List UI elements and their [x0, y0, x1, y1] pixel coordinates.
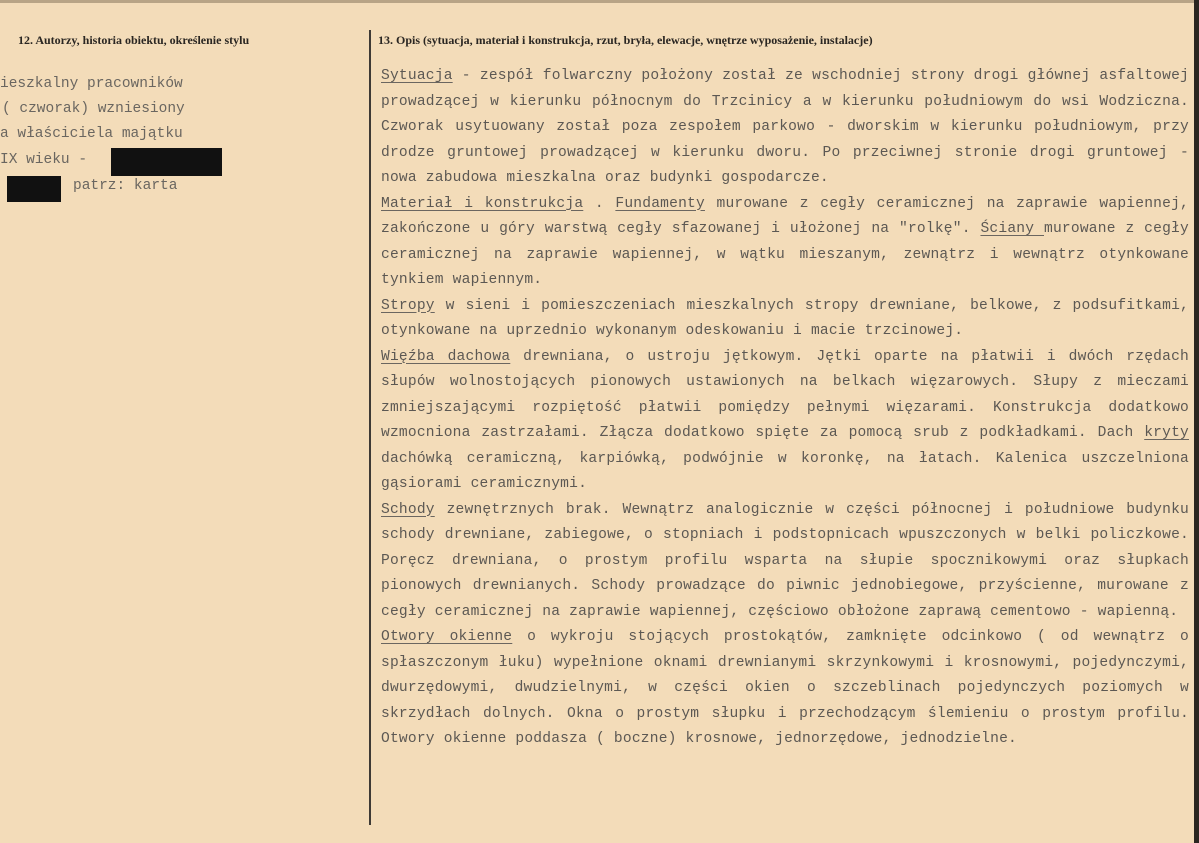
label-covered: kryty: [1144, 425, 1189, 441]
text-foundations: murowane z cegły ceramicznej na zaprawie wapiennej, zakończone u góry warstwą cegły sfazowanej i ułożonej na "rolkę".: [381, 195, 1189, 237]
text-ceilings: w sieni i pomieszczeniach mieszkalnych stropy drewniane, belkowe, z podsufitkami, otynkowane na uprzednio wykonanym odeskowaniu i macie trzcinowej.: [381, 297, 1189, 339]
column-divider: [369, 30, 371, 825]
paragraph-material: [381, 192, 1189, 294]
text-material-sep: .: [583, 195, 616, 212]
paragraph-ceilings: [381, 294, 1189, 345]
text-roof-truss: drewniana, o ustroju jętkowym. Jętki oparte na płatwii i dwóch rzędach słupów wolnostojących pionowych ustawionych na belkach więzarowych. Słupy z mieczami zmniejszającymi rozpiętość płatwii pomiędzy pełnymi więzarami. Konstrukcja dodatkowo wzmocniona zastrzałami. Złącza dodatkowo spięte za pomocą srub z podkładkami. Dach: [381, 348, 1189, 441]
label-situation: Sytuacja: [381, 68, 453, 84]
label-material: Materiał i konstrukcja: [381, 195, 584, 212]
top-edge: [0, 0, 1199, 3]
label-roof-truss: Więźba dachowa: [381, 348, 511, 365]
text-situation: - zespół folwarczny położony został ze wschodniej strony drogi głównej asfaltowej prowadzącej w kierunku północnym do Trzcinicy a w kierunku południowym do wsi Wodziczna. Czworak usytuowany został poza zespołem parkowo - dworskim w kierunku południowym, przy drodze gruntowej prowadzącej w kierunku dworu. Po przeciwnej stronie drogi gruntowej - nowa zabudowa mieszkalna oraz budynki gospodarcze.: [381, 68, 1189, 186]
text-walls: murowane z cegły ceramicznej na zaprawie wapiennej, w wątku mieszanym, zewnątrz i wewnątrz otynkowane tynkiem wapiennym.: [381, 221, 1189, 288]
left-line-4: IX wieku -: [0, 152, 88, 168]
left-line-3: a właściciela majątku: [0, 126, 183, 142]
text-windows: o wykroju stojących prostokątów, zamknięte odcinkowo ( od wewnątrz o spłaszczonym łuku) wypełnione oknami drewnianymi skrzynkowymi i krosnowymi, pojedynczymi, dwurzędowymi, dwudzielnymi, w części okien o szczeblinach pojedynczych poziomych w skrzydłach dolnych. Okna o prostym słupku i przechodzącym ślemieniu o prostym profilu. Otwory okienne poddasza ( boczne) krosnowe, jednorzędowe, jednodzielne.: [381, 629, 1189, 747]
redaction-block: [111, 148, 222, 176]
right-edge: [1194, 0, 1199, 843]
left-line-1: ieszkalny pracowników: [0, 76, 183, 92]
label-stairs: Schody: [381, 501, 435, 518]
paragraph-roof: [381, 345, 1189, 498]
section-13-heading: 13. Opis (sytuacja, materiał i konstrukcja, rzut, bryła, elewacje, wnętrze wyposażenie, instalacje): [378, 33, 873, 47]
text-stairs: zewnętrznych brak. Wewnątrz analogicznie w części północnej i południowe budynku schody drewniane, zabiegowe, o stopniach i podstopnicach wpuszczonych w belki policzkowe. Poręcz drewniana, o prostym profilu wsparta na słupie spocznikowymi oraz słupkach pionowych drewnianych. Schody prowadzące do piwnic jednobiegowe, przyścienne, murowane z cegły ceramicznej na zaprawie wapiennej, częściowo obłożone zaprawą cementowo - wapienną.: [381, 501, 1189, 620]
description-body: [381, 64, 1189, 753]
redaction-block: [7, 176, 61, 202]
left-line-2: ( czworak) wzniesiony: [2, 101, 185, 117]
section-12-heading: 12. Autorzy, historia obiektu, określenie stylu: [18, 33, 250, 47]
paragraph-windows: [381, 625, 1189, 753]
left-line-5: patrz: karta: [73, 178, 178, 194]
label-walls: Ściany: [980, 221, 1044, 237]
paragraph-situation: [381, 64, 1189, 192]
label-windows: Otwory okienne: [381, 629, 513, 645]
label-ceilings: Stropy: [381, 297, 435, 314]
text-covered: dachówką ceramiczną, karpiówką, podwójnie w koronkę, na łatach. Kalenica uszczelniona gąsiorami ceramicznymi.: [381, 450, 1189, 492]
paragraph-stairs: [381, 498, 1189, 626]
label-foundations: Fundamenty: [615, 195, 705, 212]
